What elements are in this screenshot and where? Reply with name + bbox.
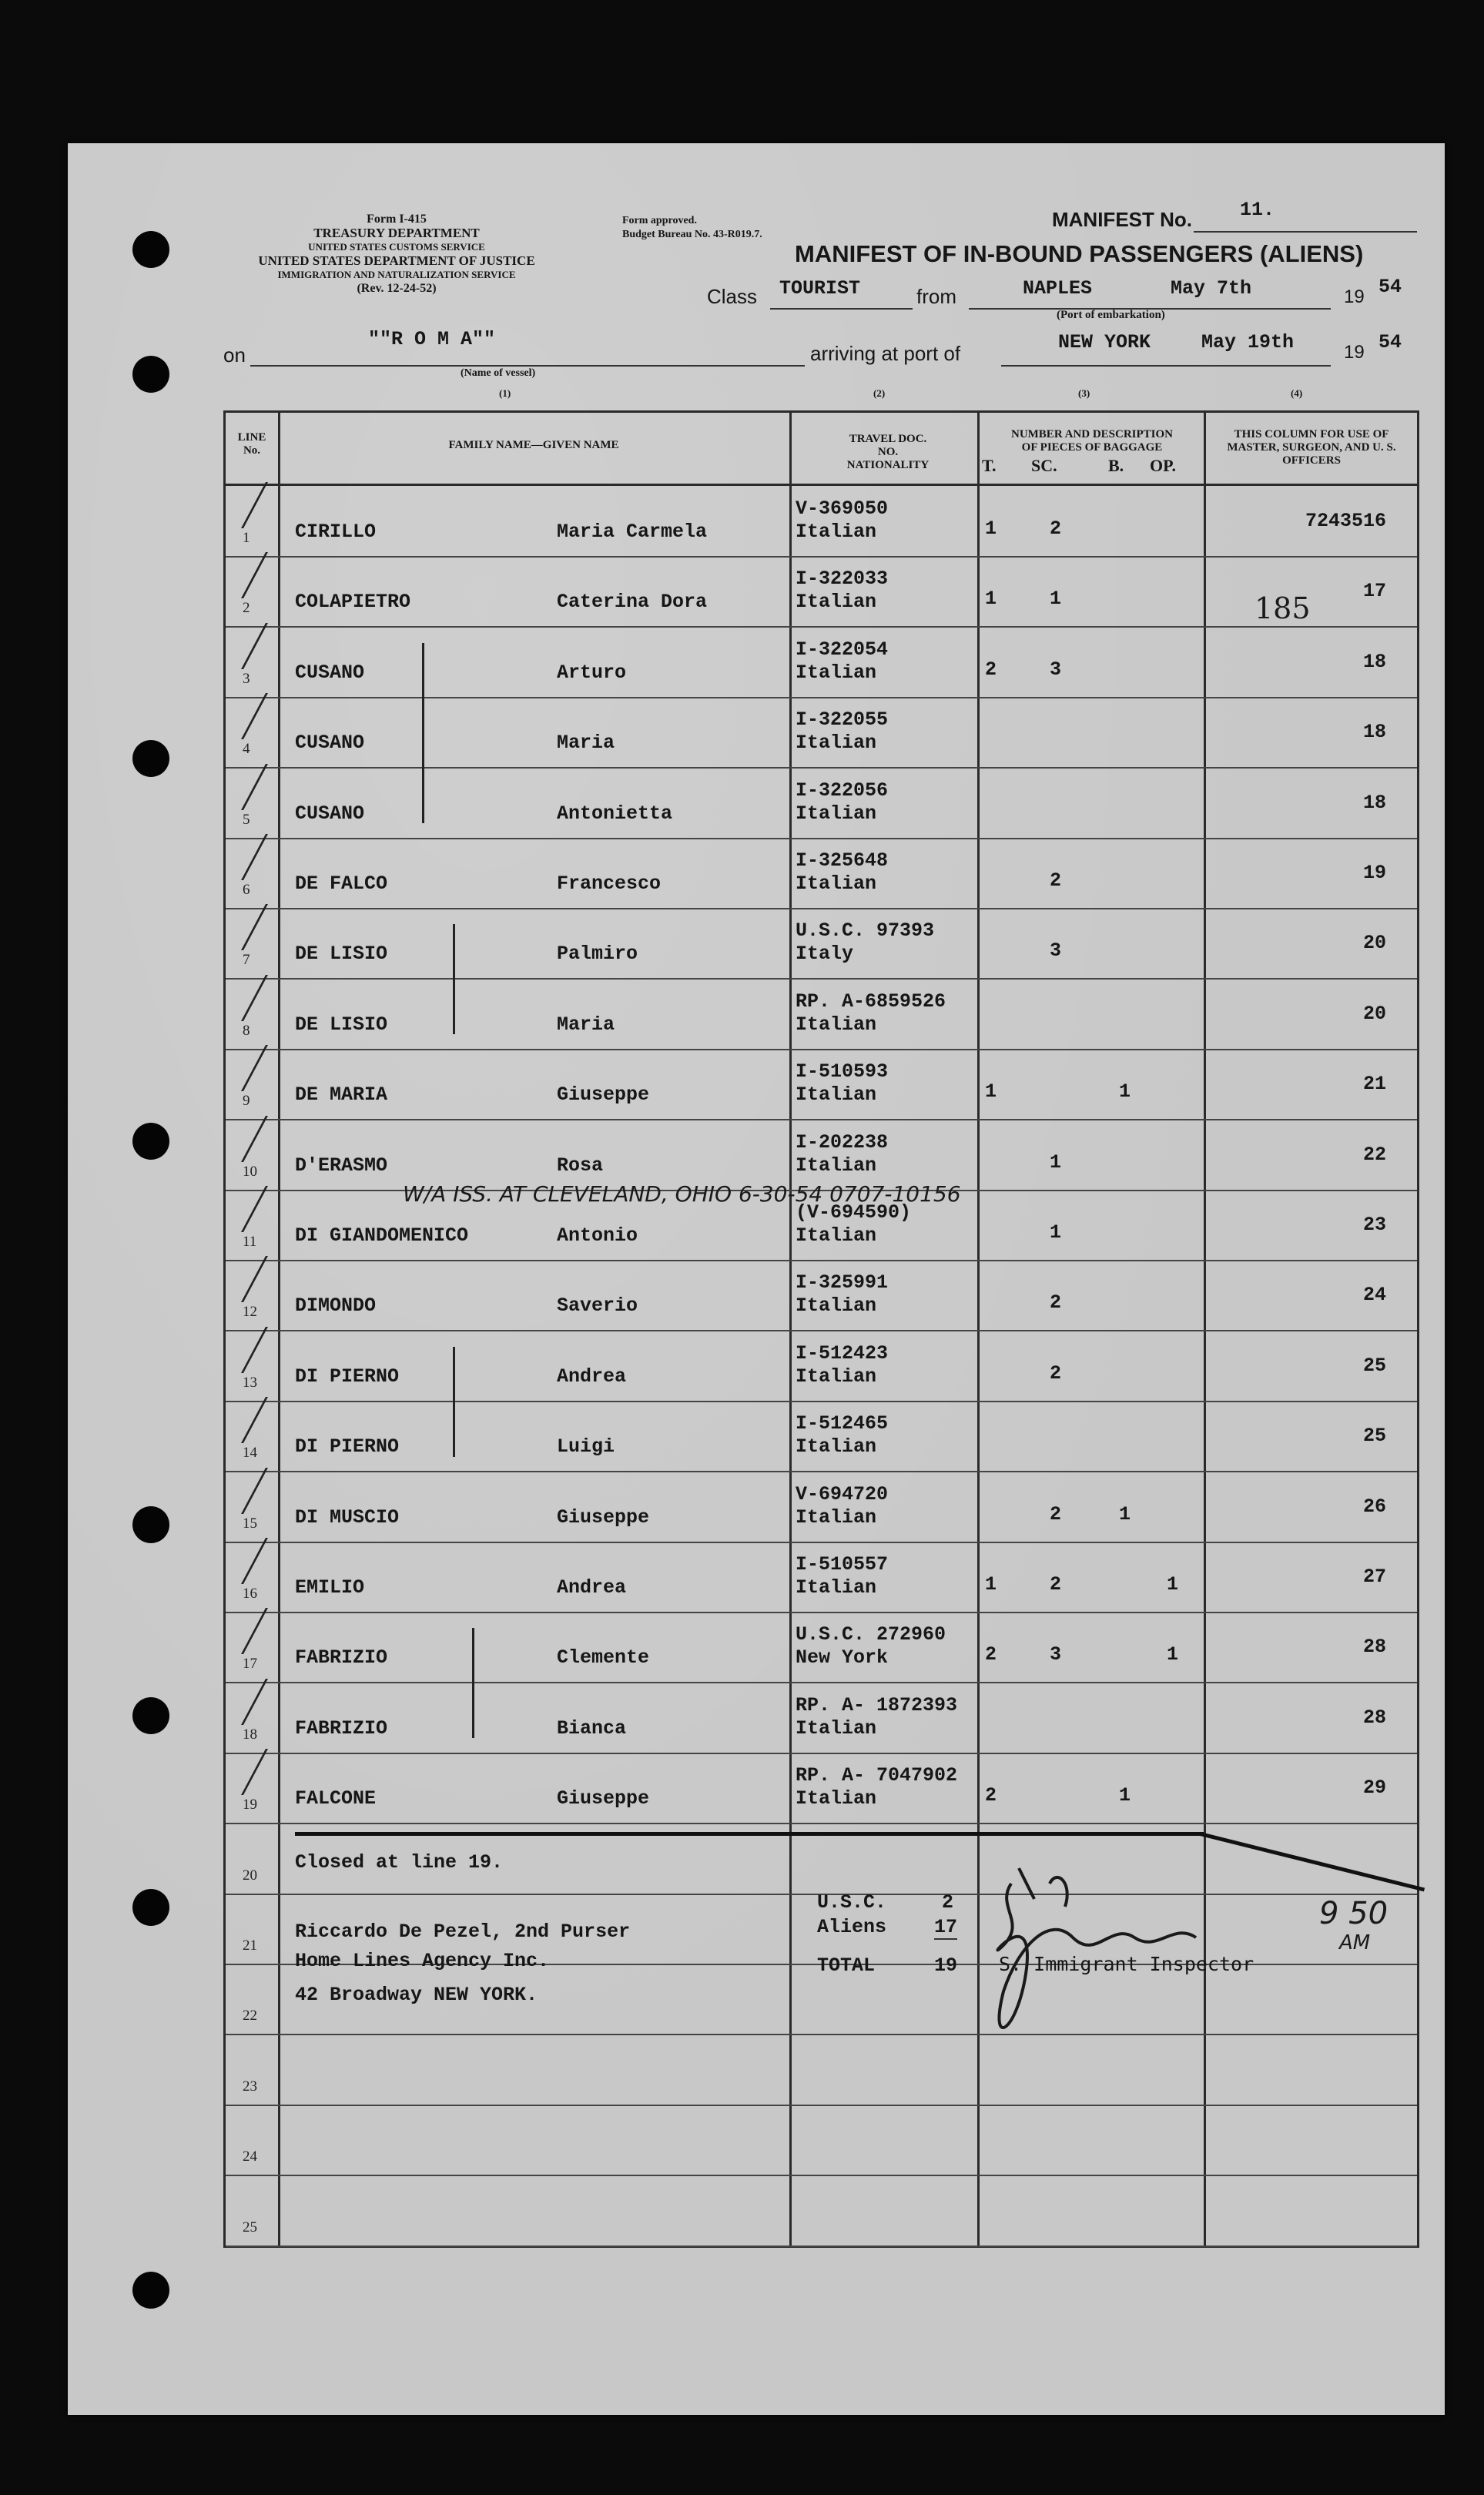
line-number: 23	[243, 2078, 257, 2095]
arrival-date: May 19th	[1201, 331, 1295, 353]
inspection-ampm: AM	[1339, 1931, 1371, 1954]
form-number: Form I-415	[367, 213, 427, 226]
travel-doc-number: V-694720	[796, 1482, 889, 1505]
travel-doc-number: I-322055	[796, 708, 889, 732]
nationality: Italian	[796, 1083, 877, 1107]
baggage-op: 1	[1167, 1643, 1179, 1666]
table-row	[226, 769, 1417, 839]
arrival-year-prefix: 19	[1344, 342, 1365, 363]
line-number: 1	[243, 530, 250, 546]
table-row	[226, 2105, 1417, 2175]
agency-address: 42 Broadway NEW YORK.	[295, 1984, 538, 2006]
baggage-t: 1	[985, 517, 997, 540]
punch-hole	[132, 1889, 169, 1926]
baggage-t: 1	[985, 1573, 997, 1596]
table-row	[226, 2176, 1417, 2246]
line-number: 4	[243, 741, 250, 758]
baggage-sc: 1	[1050, 1221, 1062, 1244]
nationality: Italian	[796, 1224, 877, 1247]
col-number-2: (2)	[873, 387, 886, 399]
arriving-label: arriving at port of	[810, 342, 961, 365]
line-number: 15	[243, 1515, 257, 1532]
on-label: on	[223, 343, 246, 367]
given-name: Antonietta	[557, 802, 673, 825]
class-value: TOURIST	[779, 277, 861, 300]
family-name: DI PIERNO	[295, 1365, 400, 1388]
officer-column: 22	[1362, 1143, 1386, 1166]
line-number: 20	[243, 1867, 257, 1884]
family-name: DE LISIO	[295, 943, 388, 966]
manifest-number-label: MANIFEST No.	[1052, 208, 1192, 231]
table-row	[226, 698, 1417, 768]
line-number: 8	[243, 1022, 250, 1039]
total-count: 19	[934, 1954, 958, 1977]
customs-service: UNITED STATES CUSTOMS SERVICE	[308, 241, 485, 253]
travel-doc-number: I-202238	[796, 1130, 889, 1154]
punch-hole	[132, 740, 169, 777]
family-bracket	[453, 1347, 455, 1457]
manifest-number-line	[1194, 231, 1417, 233]
nationality: Italian	[796, 872, 877, 895]
officer-column: 17	[1362, 580, 1386, 603]
baggage-sc: 3	[1050, 658, 1062, 681]
officer-column: 18	[1362, 721, 1386, 744]
family-name: DE FALCO	[295, 872, 388, 895]
baggage-t: 2	[985, 658, 997, 681]
closing-line	[295, 1832, 1204, 1836]
given-name: Giuseppe	[557, 1787, 650, 1810]
baggage-sc: 2	[1050, 1573, 1062, 1596]
officer-column: 21	[1362, 1073, 1386, 1096]
officer-column: 23	[1362, 1214, 1386, 1236]
nationality: Italian	[796, 661, 877, 684]
officer-note-185: 185	[1255, 591, 1311, 625]
table-row	[226, 1613, 1417, 1683]
travel-doc-number: I-322033	[796, 568, 889, 591]
officer-column: 18	[1362, 650, 1386, 673]
line-number: 9	[243, 1093, 250, 1110]
travel-doc-number: U.S.C. 272960	[796, 1623, 946, 1646]
arrival-year: 54	[1378, 331, 1402, 353]
travel-doc-number: RP. A-6859526	[796, 990, 946, 1013]
closed-note: Closed at line 19.	[295, 1851, 504, 1874]
class-label: Class	[707, 285, 758, 308]
line-number: 10	[243, 1163, 257, 1180]
officer-column: 25	[1362, 1354, 1386, 1377]
officer-column: 7243516	[1305, 510, 1386, 532]
family-bracket	[472, 1628, 474, 1738]
arrival-line	[1001, 365, 1331, 367]
table-row	[226, 1472, 1417, 1542]
line-number: 11	[243, 1234, 257, 1250]
ins-service: IMMIGRATION AND NATURALIZATION SERVICE	[277, 269, 516, 280]
baggage-sc: 2	[1050, 1291, 1062, 1314]
family-name: DI GIANDOMENICO	[295, 1224, 469, 1247]
purser-name: Riccardo De Pezel, 2nd Purser	[295, 1921, 631, 1943]
table-row	[226, 1402, 1417, 1472]
nationality: Italian	[796, 1505, 877, 1529]
table-row	[226, 909, 1417, 979]
line-number: 2	[243, 600, 250, 617]
form-agency-block	[216, 213, 578, 296]
port-embark-caption: (Port of embarkation)	[1057, 309, 1165, 321]
total-label: TOTAL	[817, 1954, 876, 1977]
family-name: FABRIZIO	[295, 1646, 388, 1669]
given-name: Arturo	[557, 661, 627, 684]
embarkation-date: May 7th	[1171, 277, 1252, 300]
header-bag-b: B.	[1108, 456, 1124, 475]
family-name: DE LISIO	[295, 1013, 388, 1036]
officer-column: 19	[1362, 862, 1386, 884]
justice-dept: UNITED STATES DEPARTMENT OF JUSTICE	[258, 253, 535, 268]
line-number: 18	[243, 1726, 257, 1743]
given-name: Andrea	[557, 1576, 627, 1599]
given-name: Saverio	[557, 1294, 638, 1318]
header-baggage: NUMBER AND DESCRIPTION OF PIECES OF BAGGAGE	[1010, 428, 1174, 454]
header-bag-op: OP.	[1150, 456, 1177, 475]
travel-doc-number: I-322056	[796, 779, 889, 802]
col-number-4: (4)	[1291, 387, 1303, 399]
line-number: 24	[243, 2148, 257, 2165]
baggage-sc: 2	[1050, 1361, 1062, 1385]
header-travel-doc: TRAVEL DOC. NO. NATIONALITY	[846, 433, 930, 471]
baggage-t: 1	[985, 588, 997, 611]
given-name: Maria	[557, 1013, 615, 1036]
manifest-title: MANIFEST OF IN-BOUND PASSENGERS (ALIENS)	[795, 240, 1364, 267]
arrival-port: NEW YORK	[1058, 331, 1151, 353]
punch-hole	[132, 1697, 169, 1734]
punch-hole	[132, 356, 169, 393]
baggage-b: 1	[1119, 1784, 1131, 1807]
given-name: Bianca	[557, 1716, 627, 1740]
baggage-b: 1	[1119, 1080, 1131, 1103]
line-number: 16	[243, 1586, 257, 1602]
family-name: COLAPIETRO	[295, 591, 411, 614]
travel-doc-number: I-322054	[796, 638, 889, 661]
line-number: 14	[243, 1445, 257, 1462]
given-name: Andrea	[557, 1365, 627, 1388]
family-name: DE MARIA	[295, 1083, 388, 1107]
family-name: DI PIERNO	[295, 1435, 400, 1458]
family-name: CUSANO	[295, 661, 365, 684]
from-label: from	[916, 285, 956, 308]
nationality: Italian	[796, 732, 877, 755]
embark-year: 54	[1378, 276, 1402, 298]
family-name: CIRILLO	[295, 521, 377, 543]
nationality: Italian	[796, 802, 877, 825]
nationality: Italian	[796, 1435, 877, 1458]
punch-hole	[132, 231, 169, 268]
officer-column: 27	[1362, 1566, 1386, 1588]
header-officers: THIS COLUMN FOR USE OF MASTER, SURGEON, AND U. S. OFFICERS	[1227, 428, 1396, 467]
line-number: 12	[243, 1304, 257, 1321]
col-number-3: (3)	[1078, 387, 1090, 399]
form-approval	[622, 214, 762, 242]
baggage-sc: 2	[1050, 517, 1062, 540]
travel-doc-number: I-510593	[796, 1060, 889, 1083]
nationality: Italian	[796, 1576, 877, 1599]
family-name: DI MUSCIO	[295, 1505, 400, 1529]
baggage-sc: 1	[1050, 588, 1062, 611]
budget-bureau-text: Budget Bureau No. 43-R019.7.	[622, 229, 762, 240]
nationality: New York	[796, 1646, 889, 1669]
officer-column: 26	[1362, 1495, 1386, 1518]
family-name: CUSANO	[295, 802, 365, 825]
inspector-title: S. Immigrant Inspector	[999, 1953, 1255, 1975]
table-row	[226, 1050, 1417, 1120]
baggage-b: 1	[1119, 1502, 1131, 1525]
given-name: Francesco	[557, 872, 662, 895]
table-row	[226, 1753, 1417, 1824]
nationality: Italian	[796, 521, 877, 543]
travel-doc-number: I-325648	[796, 849, 889, 872]
officer-column: 28	[1362, 1706, 1386, 1729]
given-name: Antonio	[557, 1224, 638, 1247]
table-row	[226, 1261, 1417, 1331]
line-number: 13	[243, 1374, 257, 1391]
passenger-table	[223, 410, 1419, 2248]
nationality: Italian	[796, 1154, 877, 1177]
agency-name: Home Lines Agency Inc.	[295, 1950, 550, 1972]
table-row	[226, 1120, 1417, 1191]
given-name: Maria Carmela	[557, 521, 708, 543]
travel-doc-number: V-369050	[796, 497, 889, 520]
officer-column: 28	[1362, 1636, 1386, 1659]
manifest-number: 11.	[1240, 199, 1275, 221]
table-row	[226, 557, 1417, 627]
port-of-embarkation: NAPLES	[1023, 277, 1093, 300]
embark-year-prefix: 19	[1344, 286, 1365, 307]
family-bracket	[453, 924, 455, 1034]
baggage-sc: 2	[1050, 1502, 1062, 1525]
given-name: Maria	[557, 732, 615, 755]
aliens-label: Aliens	[817, 1916, 887, 1938]
treasury-dept: TREASURY DEPARTMENT	[313, 226, 480, 240]
line-number: 21	[243, 1937, 257, 1954]
baggage-sc: 3	[1050, 939, 1062, 963]
nationality: Italian	[796, 1787, 877, 1810]
family-name: FALCONE	[295, 1787, 377, 1810]
punch-hole	[132, 1506, 169, 1543]
given-name: Rosa	[557, 1154, 604, 1177]
usc-count: 2	[942, 1891, 954, 1914]
travel-doc-number: I-325991	[796, 1271, 889, 1294]
header-divider	[226, 484, 1417, 486]
family-bracket	[422, 643, 424, 823]
table-row	[226, 1542, 1417, 1613]
table-row	[226, 487, 1417, 557]
officer-column: 25	[1362, 1425, 1386, 1448]
family-name: EMILIO	[295, 1576, 365, 1599]
baggage-sc: 1	[1050, 1150, 1062, 1174]
baggage-op: 1	[1167, 1573, 1179, 1596]
class-line	[770, 308, 913, 310]
table-row	[226, 628, 1417, 698]
nationality: Italy	[796, 943, 854, 966]
nationality: Italian	[796, 1365, 877, 1388]
inspection-time: 9 50	[1319, 1896, 1389, 1931]
line-number: 3	[243, 670, 250, 687]
line-number: 7	[243, 952, 250, 969]
baggage-sc: 3	[1050, 1643, 1062, 1666]
officer-column: 29	[1362, 1777, 1386, 1800]
header-line-no: LINE No.	[237, 431, 266, 457]
nationality: Italian	[796, 1294, 877, 1318]
table-row	[226, 1683, 1417, 1753]
officer-column: 20	[1362, 932, 1386, 955]
given-name: Luigi	[557, 1435, 615, 1458]
line-number: 19	[243, 1797, 257, 1813]
travel-doc-number: RP. A- 7047902	[796, 1764, 958, 1787]
given-name: Caterina Dora	[557, 591, 708, 614]
punch-hole	[132, 2272, 169, 2309]
header-bag-t: T.	[982, 456, 997, 475]
travel-doc-number: (V-694590)	[796, 1201, 912, 1224]
table-row	[226, 980, 1417, 1050]
header-bag-sc: SC.	[1031, 456, 1057, 475]
warrant-note: W/A ISS. AT CLEVELAND, OHIO 6-30-54 0707-10156	[403, 1181, 961, 1207]
travel-doc-number: I-512465	[796, 1412, 889, 1435]
given-name: Palmiro	[557, 943, 638, 966]
baggage-sc: 2	[1050, 869, 1062, 892]
family-name: D'ERASMO	[295, 1154, 388, 1177]
form-revision: (Rev. 12-24-52)	[357, 282, 437, 295]
line-number: 22	[243, 2008, 257, 2024]
officer-column: 24	[1362, 1284, 1386, 1307]
given-name: Giuseppe	[557, 1083, 650, 1107]
line-number: 17	[243, 1656, 257, 1673]
line-number: 25	[243, 2219, 257, 2235]
vessel-name: ""R O M A""	[368, 328, 496, 350]
officer-column: 18	[1362, 791, 1386, 814]
col-number-1: (1)	[499, 387, 511, 399]
aliens-count: 17	[934, 1916, 958, 1938]
usc-label: U.S.C.	[817, 1891, 887, 1914]
travel-doc-number: I-512423	[796, 1341, 889, 1365]
row-divider	[226, 2246, 1417, 2247]
nationality: Italian	[796, 591, 877, 614]
punch-hole	[132, 1123, 169, 1160]
baggage-t: 2	[985, 1643, 997, 1666]
vessel-caption: (Name of vessel)	[461, 367, 536, 379]
travel-doc-number: I-510557	[796, 1553, 889, 1576]
travel-doc-number: U.S.C. 97393	[796, 919, 935, 943]
baggage-t: 2	[985, 1784, 997, 1807]
family-name: FABRIZIO	[295, 1716, 388, 1740]
header-name: FAMILY NAME—GIVEN NAME	[448, 439, 619, 451]
family-name: DIMONDO	[295, 1294, 377, 1318]
nationality: Italian	[796, 1716, 877, 1740]
baggage-t: 1	[985, 1080, 997, 1103]
travel-doc-number: RP. A- 1872393	[796, 1693, 958, 1716]
line-number: 6	[243, 882, 250, 898]
given-name: Giuseppe	[557, 1505, 650, 1529]
form-approved-text: Form approved.	[622, 215, 697, 226]
given-name: Clemente	[557, 1646, 650, 1669]
family-name: CUSANO	[295, 732, 365, 755]
line-number: 5	[243, 811, 250, 828]
table-row	[226, 1331, 1417, 1402]
table-row	[226, 839, 1417, 909]
officer-column: 20	[1362, 1002, 1386, 1025]
nationality: Italian	[796, 1013, 877, 1036]
